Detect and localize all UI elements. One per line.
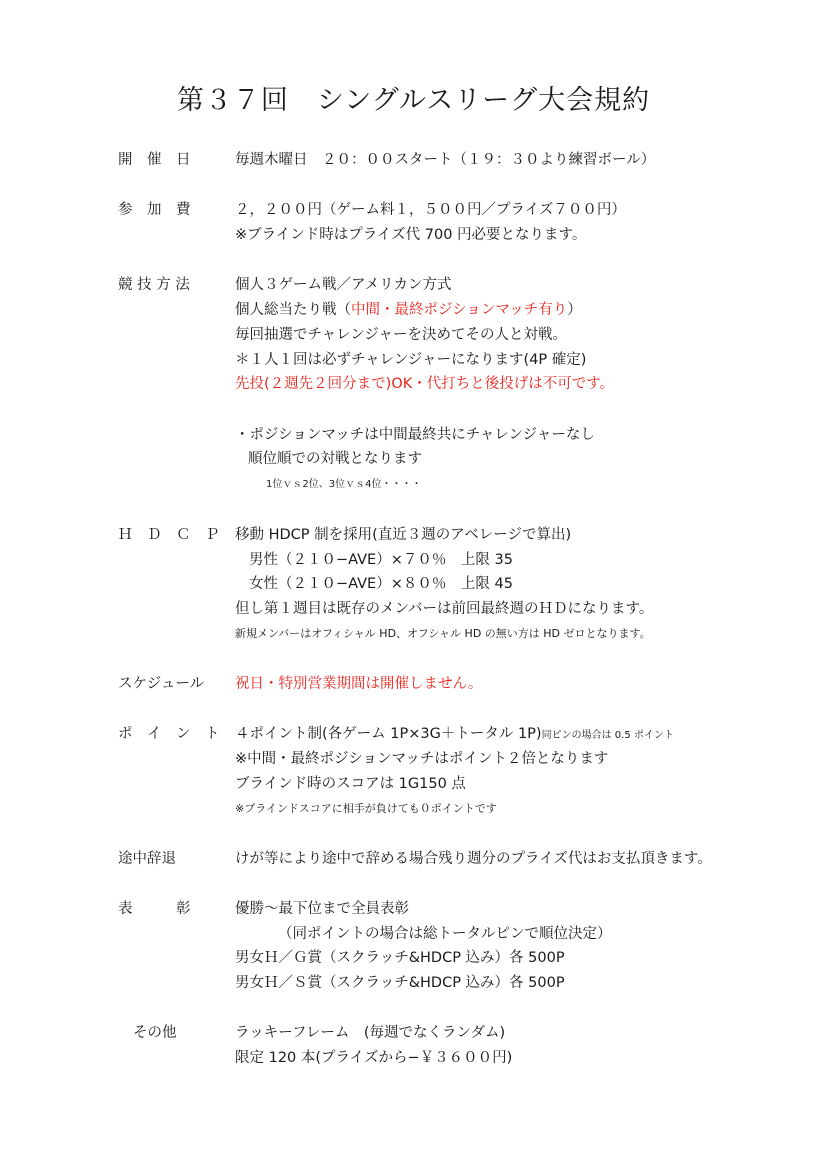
point-line-2: ※中間・最終ポジションマッチはポイント２倍となります xyxy=(235,751,609,767)
page-title: 第３７回 シングルスリーグ大会規約 xyxy=(176,85,651,116)
kyogi-line-7: 順位順での対戦となります xyxy=(248,451,422,467)
section-label-hyosho: 表 彰 xyxy=(118,901,191,917)
hdcp-note: 新規メンバーはオフィシャル HD、オフシャル HD の無い方は HD ゼロとなります。 xyxy=(235,627,651,640)
position-match-note: 中間・最終ポジションマッチ有り xyxy=(351,302,568,318)
hdcp-line-1: 移動 HDCP 制を採用(直近３週のアベレージで算出) xyxy=(235,527,572,543)
section-label-hdcp: Ｈ Ｄ Ｃ Ｐ xyxy=(118,527,220,543)
schedule-text: 祝日・特別営業期間は開催しません。 xyxy=(235,676,483,692)
section-label-tochu: 途中辞退 xyxy=(118,851,176,867)
hyosho-line-1: 優勝〜最下位まで全員表彰 xyxy=(235,901,409,917)
sonota-line-2: 限定 120 本(プライズから−￥３６００円) xyxy=(235,1050,513,1066)
point-line-1 xyxy=(235,724,674,746)
section-label-kyogi: 競 技 方 法 xyxy=(118,277,190,293)
kyogi-line-1: 個人３ゲーム戦／アメリカン方式 xyxy=(235,277,452,293)
kyogi-line-2-prefix: 個人総当たり戦（ xyxy=(235,302,351,318)
hyosho-line-2: （同ポイントの場合は総トータルピンで順位決定） xyxy=(278,926,612,942)
sanka-line-1: ２，２００円（ゲーム料１，５００円／プライズ７００円） xyxy=(235,202,626,218)
kaisai-text: 毎週木曜日 ２０：００スタート（１９：３０より練習ボール） xyxy=(235,152,656,168)
sonota-line-1: ラッキーフレーム (毎週でなくランダム) xyxy=(235,1025,506,1041)
point-line-3: ブラインド時のスコアは 1G150 点 xyxy=(235,776,466,792)
hdcp-line-4: 但し第１週目は既存のメンバーは前回最終週のＨＤになります。 xyxy=(235,601,654,617)
kyogi-line-2-suffix: ） xyxy=(567,302,582,318)
hyosho-line-4: 男女Ｈ／Ｓ賞（スクラッチ&HDCP 込み）各 500P xyxy=(235,975,565,991)
section-label-sonota: その他 xyxy=(133,1025,177,1041)
point-line-1-small: 同ピンの場合は 0.5 ポイント xyxy=(541,730,674,741)
kyogi-line-2 xyxy=(235,300,582,320)
kyogi-line-6: ・ポジションマッチは中間最終共にチャレンジャーなし xyxy=(235,427,595,443)
hdcp-line-2: 男性（２１０−AVE）×７０％ 上限 35 xyxy=(249,552,513,568)
tochu-text: けが等により途中で辞める場合残り週分のプライズ代はお支払頂きます。 xyxy=(235,851,712,867)
kyogi-line-3: 毎回抽選でチャレンジャーを決めてその人と対戦。 xyxy=(235,327,568,343)
kyogi-line-8: 1位ｖｓ2位、3位ｖｓ4位・・・・ xyxy=(266,479,422,490)
section-label-sanka: 参 加 費 xyxy=(118,202,191,218)
kyogi-line-5: 先投(２週先２回分まで)OK・代打ちと後投げは不可です。 xyxy=(235,376,615,392)
kyogi-line-4: ＊１人１回は必ずチャレンジャーになります(4P 確定) xyxy=(235,352,587,368)
point-line-1-main: ４ポイント制(各ゲーム 1P×3G＋トータル 1P) xyxy=(235,726,542,742)
section-label-point: ポ イ ン ト xyxy=(118,726,220,742)
hyosho-line-3: 男女Ｈ／Ｇ賞（スクラッチ&HDCP 込み）各 500P xyxy=(235,950,565,966)
hdcp-line-3: 女性（２１０−AVE）×８０％ 上限 45 xyxy=(249,576,513,592)
point-line-4: ※ブラインドスコアに相手が負けても０ポイントです xyxy=(235,802,497,815)
section-label-schedule: スケジュール xyxy=(118,676,205,692)
section-label-kaisai: 開 催 日 xyxy=(118,152,191,168)
sanka-line-2: ※ブラインド時はプライズ代 700 円必要となります。 xyxy=(235,227,587,243)
